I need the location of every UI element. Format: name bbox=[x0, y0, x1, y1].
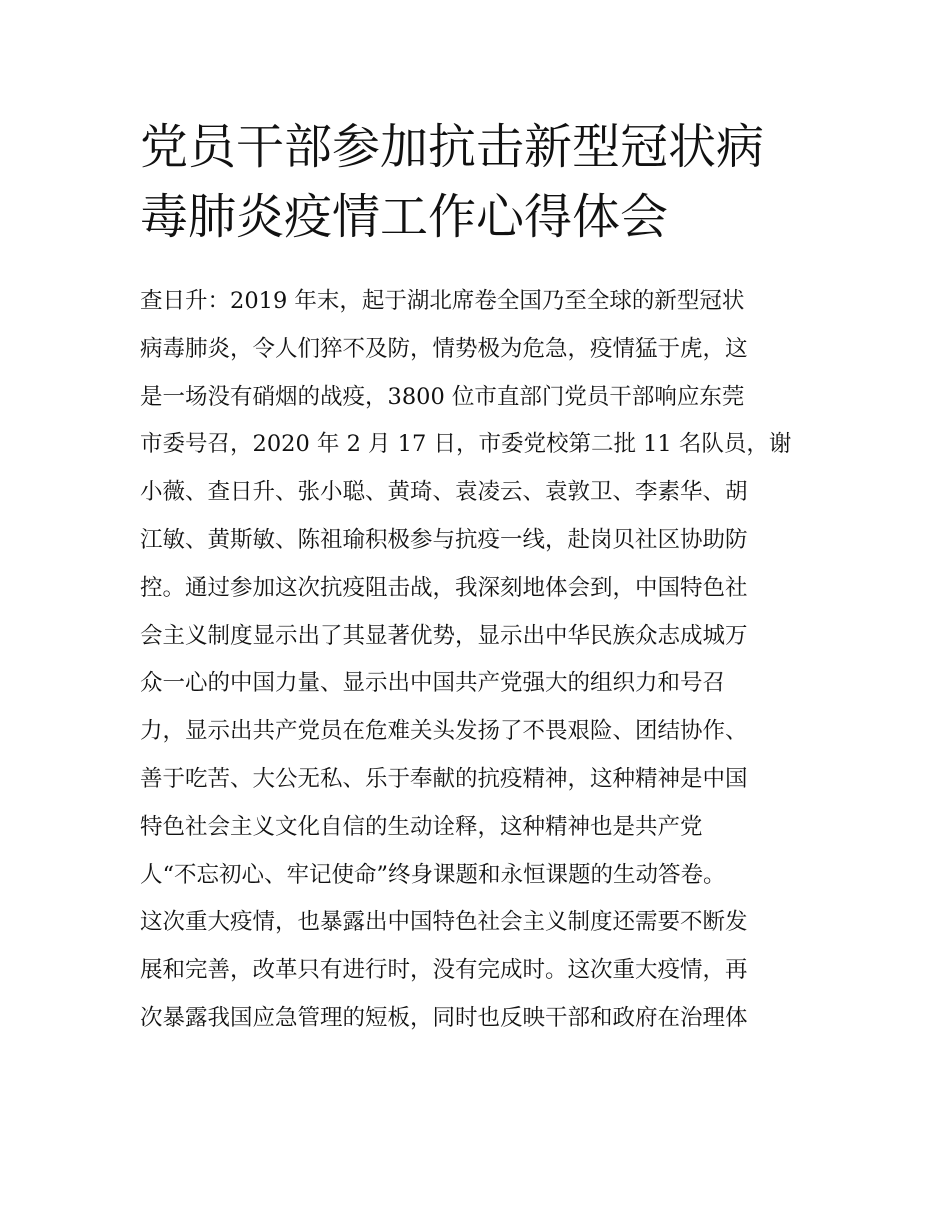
body-line-1: 查日升：2019 年末，起于湖北席卷全国乃至全球的新型冠状 bbox=[140, 288, 745, 314]
body-line-3: 是一场没有硝烟的战疫，3800 位市直部门党员干部响应东莞 bbox=[140, 383, 745, 410]
body-line-15: 展和完善，改革只有进行时，没有完成时。这次重大疫情，再 bbox=[140, 957, 748, 984]
body-line-11: 善于吃苦、大公无私、乐于奉献的抗疫精神，这种精神是中国 bbox=[140, 765, 748, 792]
body-line-2: 病毒肺炎，令人们猝不及防，情势极为危急，疫情猛于虎，这 bbox=[140, 335, 748, 362]
body-line-5: 小薇、查日升、张小聪、黄琦、袁凌云、袁敦卫、李素华、胡 bbox=[140, 479, 748, 506]
document-body bbox=[140, 278, 820, 1043]
document-title bbox=[140, 112, 820, 252]
body-line-16: 次暴露我国应急管理的短板，同时也反映干部和政府在治理体 bbox=[140, 1004, 748, 1031]
title-line-2: 毒肺炎疫情工作心得体会 bbox=[140, 189, 669, 245]
body-line-14: 这次重大疫情，也暴露出中国特色社会主义制度还需要不断发 bbox=[140, 909, 748, 936]
body-line-10: 力，显示出共产党员在危难关头发扬了不畏艰险、团结协作、 bbox=[140, 718, 748, 745]
title-line-1: 党员干部参加抗击新型冠状病 bbox=[140, 119, 765, 175]
body-line-6: 江敏、黄斯敏、陈祖瑜积极参与抗疫一线，赴岗贝社区协助防 bbox=[140, 526, 748, 553]
body-line-13: 人“不忘初心、牢记使命”终身课题和永恒课题的生动答卷。 bbox=[140, 861, 726, 888]
body-line-8: 会主义制度显示出了其显著优势，显示出中华民族众志成城万 bbox=[140, 622, 748, 649]
body-line-9: 众一心的中国力量、显示出中国共产党强大的组织力和号召 bbox=[140, 670, 726, 697]
body-line-12: 特色社会主义文化自信的生动诠释，这种精神也是共产党 bbox=[140, 813, 703, 840]
body-line-4: 市委号召，2020 年 2 月 17 日，市委党校第二批 11 名队员，谢 bbox=[140, 431, 792, 458]
body-line-7: 控。通过参加这次抗疫阻击战，我深刻地体会到，中国特色社 bbox=[140, 574, 748, 601]
